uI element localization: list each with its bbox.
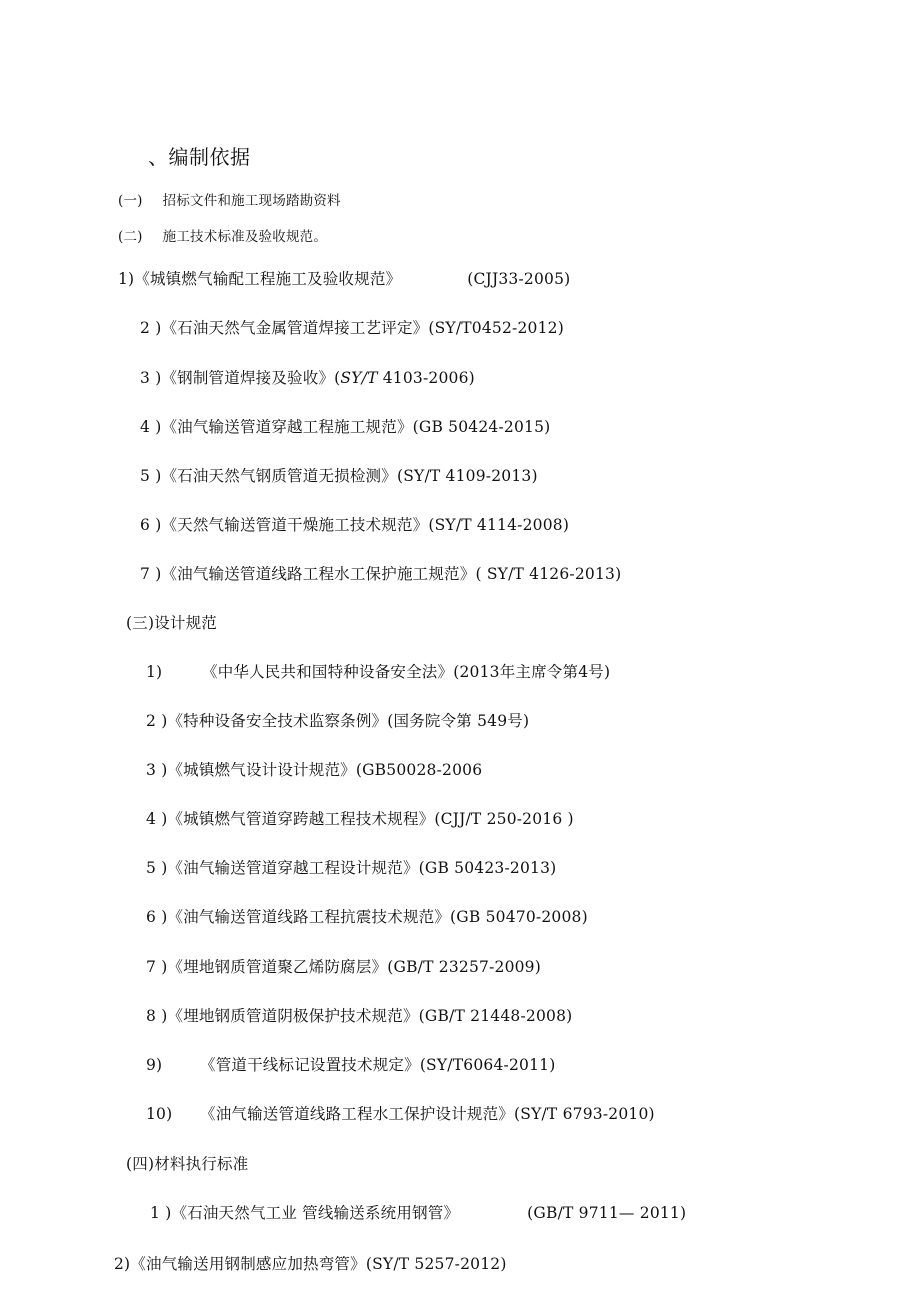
item-code: (GB 50470-2008): [450, 908, 588, 926]
item-code: (GB 50424-2015): [412, 418, 551, 436]
list-item: [140, 564, 621, 584]
item-num: 2): [114, 1255, 131, 1273]
sec2-text: 施工技术标准及验收规范。: [162, 229, 328, 245]
item-num: 4 ): [140, 418, 162, 436]
list-item: [140, 318, 564, 338]
item-code: (CJJ/T 250-2016 ): [434, 810, 574, 828]
list-item: [118, 269, 570, 289]
item-text: 《城镇燃气管道穿跨越工程技术规程》: [167, 810, 435, 828]
item-num: 5 ): [146, 859, 168, 877]
list-item: [146, 957, 541, 977]
list-item: [140, 466, 538, 486]
item-text: 《城镇燃气设计设计规范》: [167, 761, 356, 779]
sec1-text: 招标文件和施工现场踏勘资料: [162, 193, 341, 209]
item-num: 6 ): [146, 908, 168, 926]
item-num: 1): [146, 663, 163, 681]
item-num: 7 ): [146, 958, 168, 976]
item-code: (GB/T 23257-2009): [387, 958, 541, 976]
item-text: 《城镇燃气输配工程施工及验收规范》: [134, 270, 402, 288]
sec3-heading: (三)设计规范: [126, 614, 217, 632]
item-text: 《油气输送管道穿越工程设计规范》: [167, 859, 419, 877]
sec2-label: (二): [118, 229, 143, 245]
item-num: 10): [146, 1105, 173, 1123]
item-text: 《油气输送管道穿越工程施工规范》: [161, 418, 413, 436]
item-text: 《石油天然气工业 管线输送系统用钢管》: [171, 1204, 460, 1222]
item-text: 《油气输送用钢制感应加热弯管》: [130, 1255, 366, 1273]
item-code: (SY/T6064-2011): [419, 1056, 556, 1074]
item-code-italic: SY/T: [340, 369, 378, 387]
item-code: (SY/T0452-2012): [428, 319, 564, 337]
list-item: [140, 417, 550, 437]
list-item: [146, 858, 556, 878]
item-text: 《石油天然气金属管道焊接工艺评定》: [161, 319, 429, 337]
item-text: 《石油天然气钢质管道无损检测》: [161, 467, 397, 485]
item-text: 《埋地钢质管道聚乙烯防腐层》: [167, 958, 388, 976]
item-code: (GB/T 21448-2008): [418, 1007, 573, 1025]
item-num: 6 ): [140, 516, 162, 534]
item-code: (国务院令第 549号): [387, 712, 530, 730]
item-text: 《钢制管道焊接及验收》(: [161, 369, 341, 387]
item-num: 1): [118, 270, 135, 288]
sec2: [118, 228, 327, 246]
item-num: 8 ): [146, 1007, 168, 1025]
list-item: [140, 368, 475, 388]
sec4-heading: (四)材料执行标准: [126, 1155, 249, 1173]
list-item: [146, 907, 588, 927]
item-num: 7 ): [140, 565, 162, 583]
item-text: 《中华人民共和国特种设备安全法》: [202, 663, 454, 681]
sec1-label: (一): [118, 193, 143, 209]
item-num: 3 ): [146, 761, 168, 779]
list-item: [146, 809, 574, 829]
item-text: 《油气输送管道线路工程抗震技术规范》: [167, 908, 451, 926]
list-item: [146, 662, 610, 682]
item-code: (GB/T 9711— 2011): [527, 1204, 687, 1222]
section-title: 、编制依据: [148, 145, 251, 169]
item-code: 4103-2006): [377, 369, 475, 387]
item-code: (GB50028-2006: [355, 761, 483, 779]
item-num: 1 ): [150, 1204, 172, 1222]
item-num: 2 ): [140, 319, 162, 337]
list-item: [114, 1254, 507, 1274]
sec1: [118, 192, 341, 210]
item-text: 《特种设备安全技术监察条例》: [167, 712, 388, 730]
item-code: (GB 50423-2013): [418, 859, 557, 877]
item-code: (CJJ33-2005): [467, 270, 571, 288]
list-item: [146, 1006, 572, 1026]
list-item: [146, 760, 482, 780]
list-item: [146, 1055, 555, 1075]
list-item: [150, 1203, 686, 1223]
list-item: [146, 711, 529, 731]
item-num: 2 ): [146, 712, 168, 730]
item-num: 9): [146, 1056, 163, 1074]
item-text: 《埋地钢质管道阴极保护技术规范》: [167, 1007, 419, 1025]
list-item: [146, 1104, 655, 1124]
item-code: ( SY/T 4126-2013): [475, 565, 622, 583]
item-code: (SY/T 4114-2008): [428, 516, 570, 534]
item-num: 3 ): [140, 369, 162, 387]
item-text: 《天然气输送管道干燥施工技术规范》: [161, 516, 429, 534]
list-item: [140, 515, 569, 535]
item-text: 《油气输送管道线路工程水工保护施工规范》: [161, 565, 476, 583]
item-code: (SY/T 6793-2010): [514, 1105, 655, 1123]
item-text: 《管道干线标记设置技术规定》: [200, 1056, 420, 1074]
item-code: (2013年主席令第4号): [453, 663, 611, 681]
item-num: 4 ): [146, 810, 168, 828]
item-code: (SY/T 5257-2012): [365, 1255, 507, 1273]
item-num: 5 ): [140, 467, 162, 485]
item-code: (SY/T 4109-2013): [396, 467, 538, 485]
item-text: 《油气输送管道线路工程水工保护设计规范》: [200, 1105, 515, 1123]
